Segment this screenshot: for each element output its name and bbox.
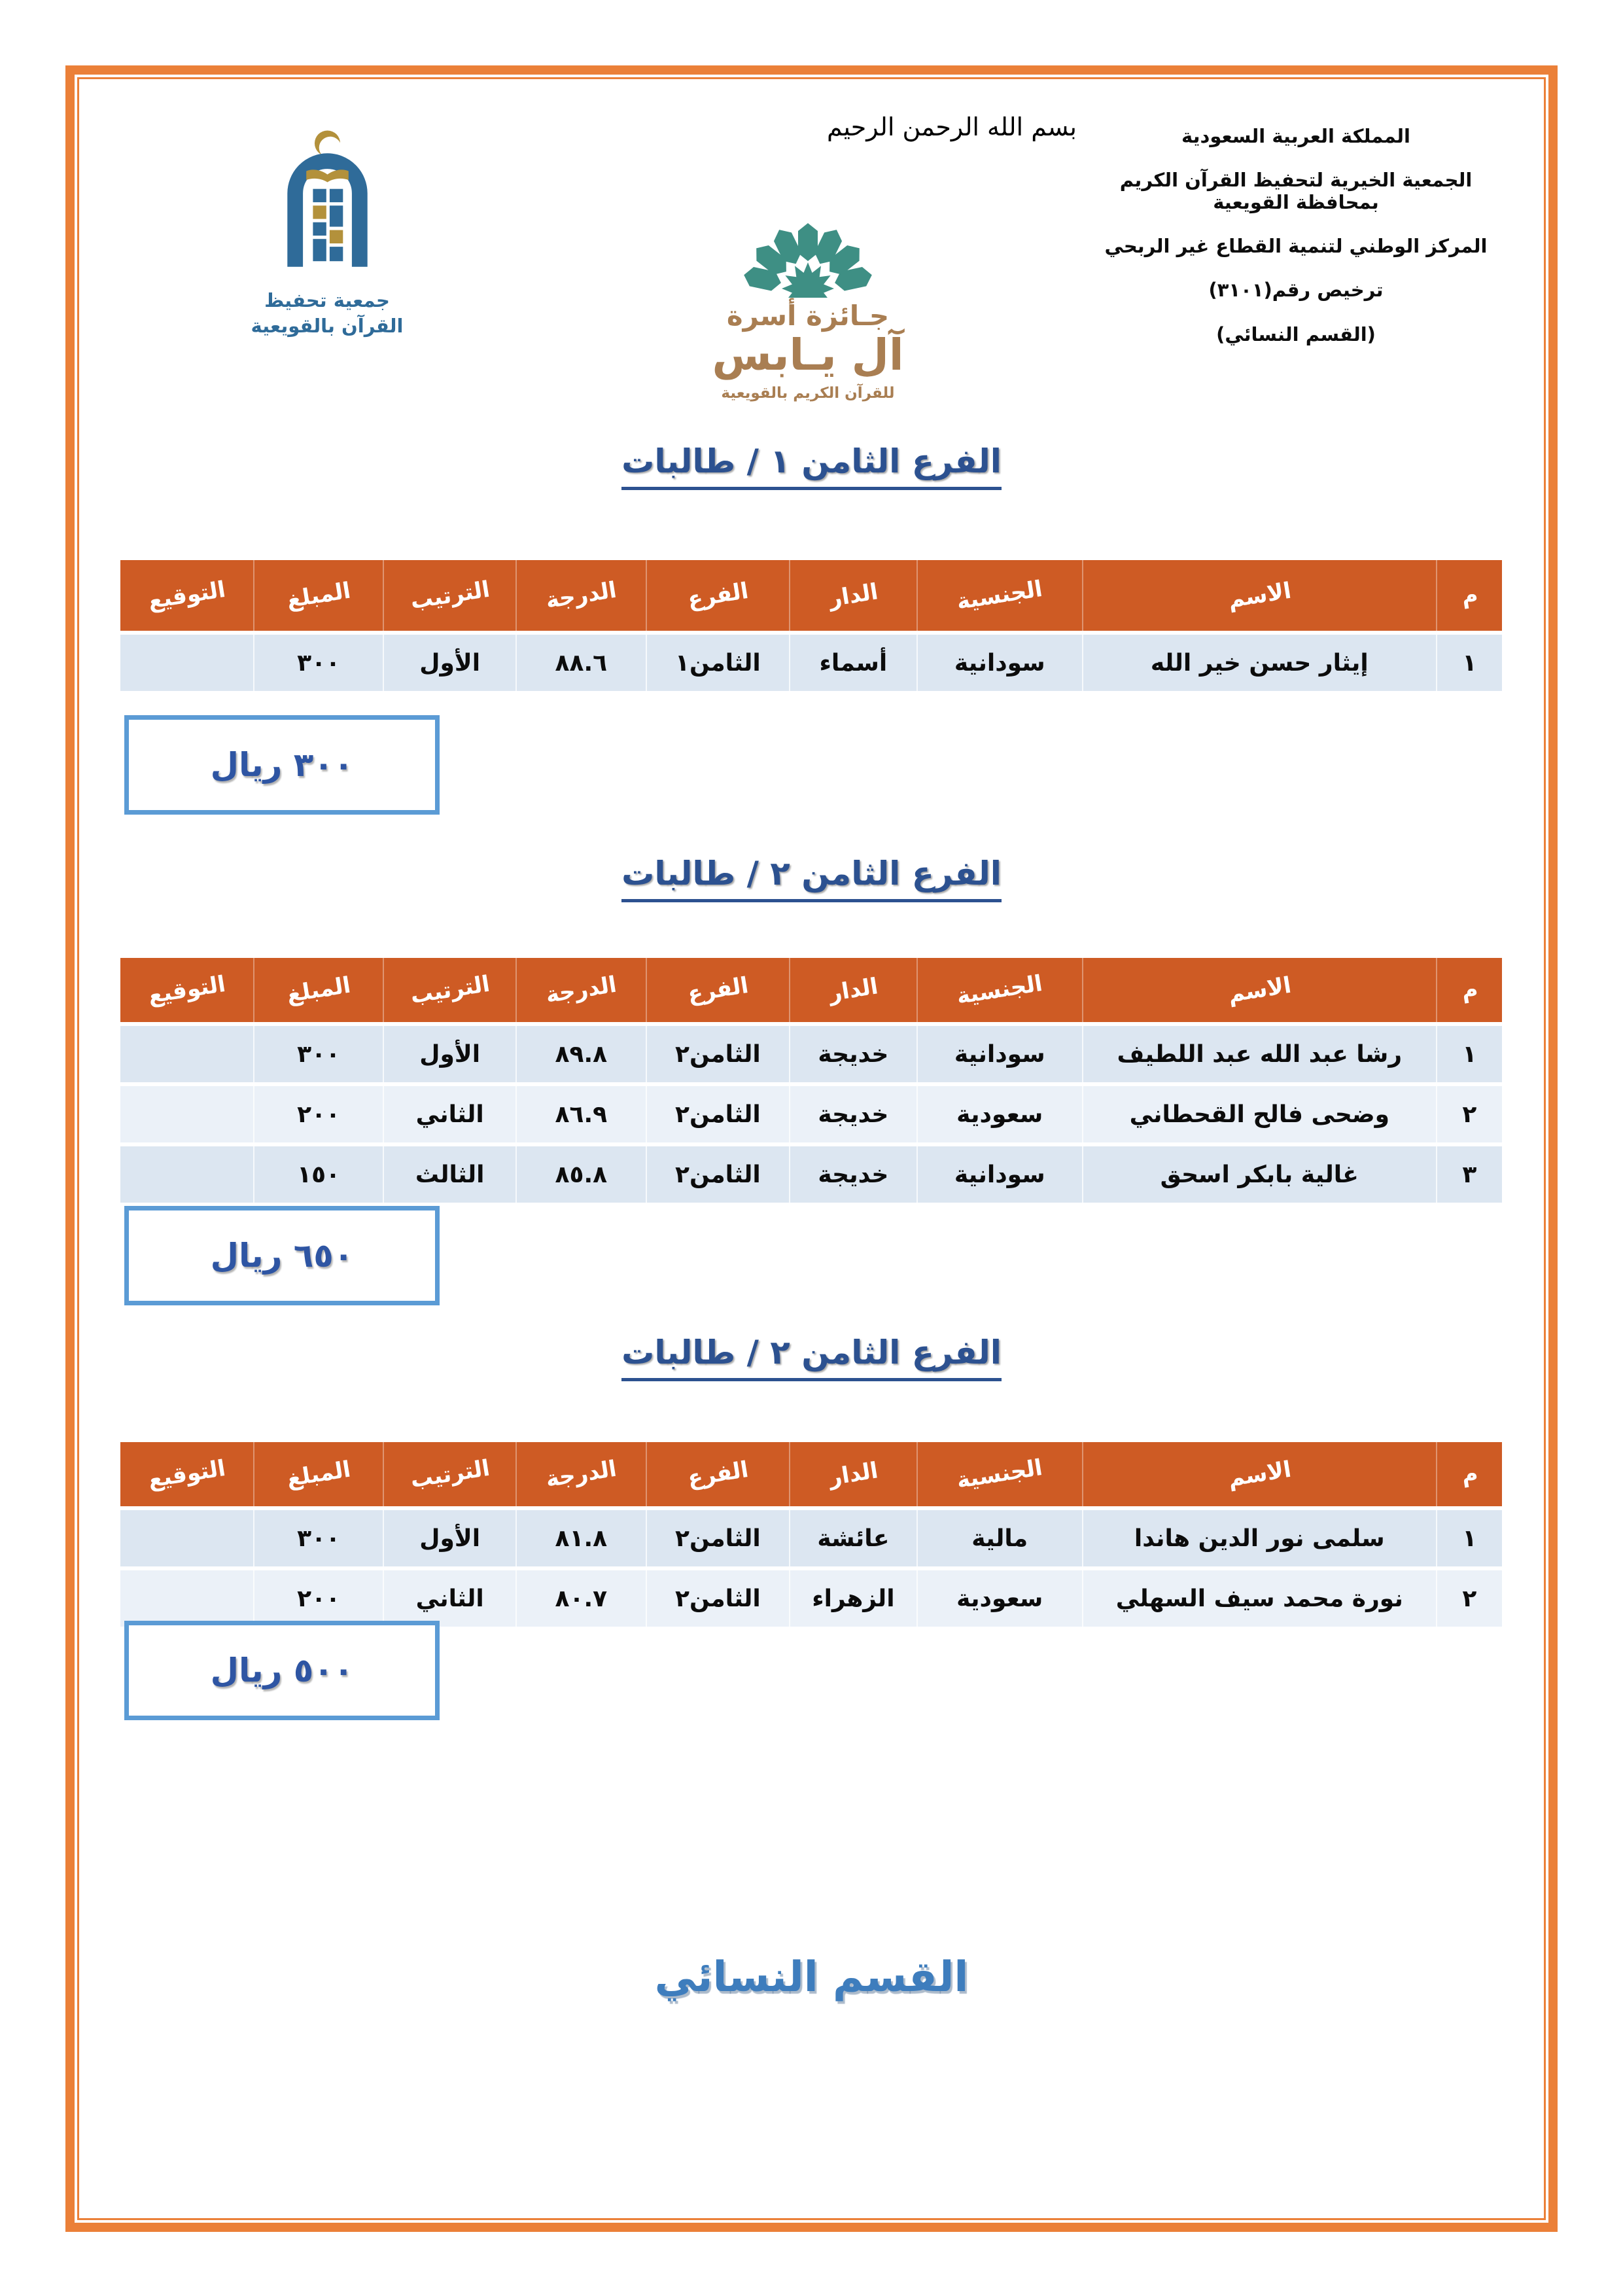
cell-name: إيثار حسن خير الله — [1082, 635, 1436, 691]
column-header: الاسم — [1082, 560, 1436, 631]
org-line-department: (القسم النسائي) — [1216, 323, 1376, 345]
association-name-line2: القرآن بالقويعية — [251, 315, 404, 338]
cell-nationality: مالية — [916, 1510, 1082, 1566]
cell-signature — [120, 1570, 253, 1627]
org-line-association: الجمعية الخيرية لتحفيظ القرآن الكريم بمحافظة القويعية — [1119, 169, 1473, 213]
column-header: التوقيع — [120, 958, 253, 1022]
cell-branch: الثامن٢ — [646, 1146, 790, 1203]
geometric-flower-icon — [700, 193, 916, 298]
results-table — [120, 1438, 1502, 1631]
cell-signature — [120, 635, 253, 691]
award-title-line3: للقرآن الكريم بالقويعية — [721, 384, 895, 402]
column-header: الجنسية — [916, 1442, 1082, 1506]
column-header: الفرع — [646, 560, 790, 631]
results-table — [120, 954, 1502, 1207]
column-header: التوقيع — [120, 1442, 253, 1506]
cell-signature — [120, 1146, 253, 1203]
column-header: م — [1436, 1442, 1502, 1506]
cell-rank: الأول — [383, 635, 515, 691]
award-title-line2: آل يـابس — [712, 330, 904, 381]
cell-signature — [120, 1026, 253, 1082]
cell-name: وضحى فالح القحطاني — [1082, 1086, 1436, 1142]
cell-amount: ٣٠٠ — [253, 1026, 383, 1082]
table-row — [120, 1510, 1502, 1566]
cell-nationality: سعودية — [916, 1570, 1082, 1627]
cell-signature — [120, 1510, 253, 1566]
cell-num: ٢ — [1436, 1570, 1502, 1627]
cell-signature — [120, 1086, 253, 1142]
cell-amount: ٢٠٠ — [253, 1086, 383, 1142]
total-amount-box: ٥٠٠ ريال — [124, 1621, 440, 1720]
cell-branch: الثامن٢ — [646, 1026, 790, 1082]
cell-branch: الثامن١ — [646, 635, 790, 691]
table-header-row — [120, 1442, 1502, 1506]
cell-score: ٨٦.٩ — [515, 1086, 646, 1142]
mosque-arch-icon — [260, 121, 394, 288]
org-line-center: المركز الوطني لتنمية القطاع غير الربحي — [1104, 235, 1488, 258]
cell-name: سلمى نور الدين هاندا — [1082, 1510, 1436, 1566]
column-header: الاسم — [1082, 958, 1436, 1022]
cell-house: خديجة — [789, 1146, 916, 1203]
table-row — [120, 1570, 1502, 1627]
column-header: الدرجة — [515, 560, 646, 631]
column-header: المبلغ — [253, 1442, 383, 1506]
cell-branch: الثامن٢ — [646, 1570, 790, 1627]
cell-nationality: سودانية — [916, 635, 1082, 691]
cell-rank: الأول — [383, 1026, 515, 1082]
cell-branch: الثامن٢ — [646, 1086, 790, 1142]
column-header: م — [1436, 958, 1502, 1022]
association-logo — [186, 121, 468, 339]
cell-rank: الأول — [383, 1510, 515, 1566]
table-row — [120, 1026, 1502, 1082]
table-row — [120, 1146, 1502, 1203]
cell-score: ٨٥.٨ — [515, 1146, 646, 1203]
cell-nationality: سودانية — [916, 1026, 1082, 1082]
association-name-line1: جمعية تحفيظ — [264, 289, 390, 311]
cell-num: ١ — [1436, 1510, 1502, 1566]
cell-amount: ٣٠٠ — [253, 1510, 383, 1566]
table-row — [120, 635, 1502, 691]
cell-house: أسماء — [789, 635, 916, 691]
cell-nationality: سودانية — [916, 1146, 1082, 1203]
cell-score: ٨٨.٦ — [515, 635, 646, 691]
cell-name: نورة محمد سيف السهلي — [1082, 1570, 1436, 1627]
cell-name: غالية بابكر اسحق — [1082, 1146, 1436, 1203]
column-header: الترتيب — [383, 1442, 515, 1506]
column-header: الترتيب — [383, 560, 515, 631]
cell-num: ١ — [1436, 635, 1502, 691]
column-header: الجنسية — [916, 958, 1082, 1022]
table-header-row — [120, 560, 1502, 631]
cell-house: الزهراء — [789, 1570, 916, 1627]
cell-rank: الثاني — [383, 1570, 515, 1627]
results-table — [120, 556, 1502, 695]
cell-num: ٣ — [1436, 1146, 1502, 1203]
column-header: م — [1436, 560, 1502, 631]
department-footer: القسم النسائي — [654, 1953, 969, 2002]
cell-branch: الثامن٢ — [646, 1510, 790, 1566]
cell-house: عائشة — [789, 1510, 916, 1566]
cell-score: ٨١.٨ — [515, 1510, 646, 1566]
award-title-line1: جـائزة أسرة — [726, 300, 890, 332]
cell-house: خديجة — [789, 1086, 916, 1142]
org-line-license: ترخيص رقم(٣١٠١) — [1208, 279, 1384, 302]
cell-rank: الثاني — [383, 1086, 515, 1142]
cell-rank: الثالث — [383, 1146, 515, 1203]
cell-num: ٢ — [1436, 1086, 1502, 1142]
column-header: الدرجة — [515, 1442, 646, 1506]
column-header: الترتيب — [383, 958, 515, 1022]
cell-amount: ٣٠٠ — [253, 635, 383, 691]
org-line-country: المملكة العربية السعودية — [1181, 125, 1410, 147]
column-header: الدار — [789, 560, 916, 631]
section-title: الفرع الثامن ٢ / طالبات — [0, 1333, 1623, 1381]
bismillah-calligraphy: بسم الله الرحمن الرحيم — [827, 113, 1077, 141]
cell-house: خديجة — [789, 1026, 916, 1082]
cell-score: ٨٠.٧ — [515, 1570, 646, 1627]
column-header: الفرع — [646, 958, 790, 1022]
column-header: الفرع — [646, 1442, 790, 1506]
cell-amount: ٢٠٠ — [253, 1570, 383, 1627]
cell-nationality: سعودية — [916, 1086, 1082, 1142]
org-header — [1083, 126, 1509, 368]
cell-num: ١ — [1436, 1026, 1502, 1082]
cell-amount: ١٥٠ — [253, 1146, 383, 1203]
cell-score: ٨٩.٨ — [515, 1026, 646, 1082]
column-header: الدرجة — [515, 958, 646, 1022]
total-amount-box: ٦٥٠ ريال — [124, 1206, 440, 1305]
section-title: الفرع الثامن ٢ / طالبات — [0, 855, 1623, 902]
column-header: المبلغ — [253, 958, 383, 1022]
column-header: الجنسية — [916, 560, 1082, 631]
column-header: التوقيع — [120, 560, 253, 631]
column-header: المبلغ — [253, 560, 383, 631]
award-logo — [664, 193, 952, 402]
total-amount-box: ٣٠٠ ريال — [124, 715, 440, 815]
section-title: الفرع الثامن ١ / طالبات — [0, 442, 1623, 490]
cell-name: رشا عبد الله عبد اللطيف — [1082, 1026, 1436, 1082]
column-header: الاسم — [1082, 1442, 1436, 1506]
column-header: الدار — [789, 1442, 916, 1506]
table-header-row — [120, 958, 1502, 1022]
table-row — [120, 1086, 1502, 1142]
column-header: الدار — [789, 958, 916, 1022]
